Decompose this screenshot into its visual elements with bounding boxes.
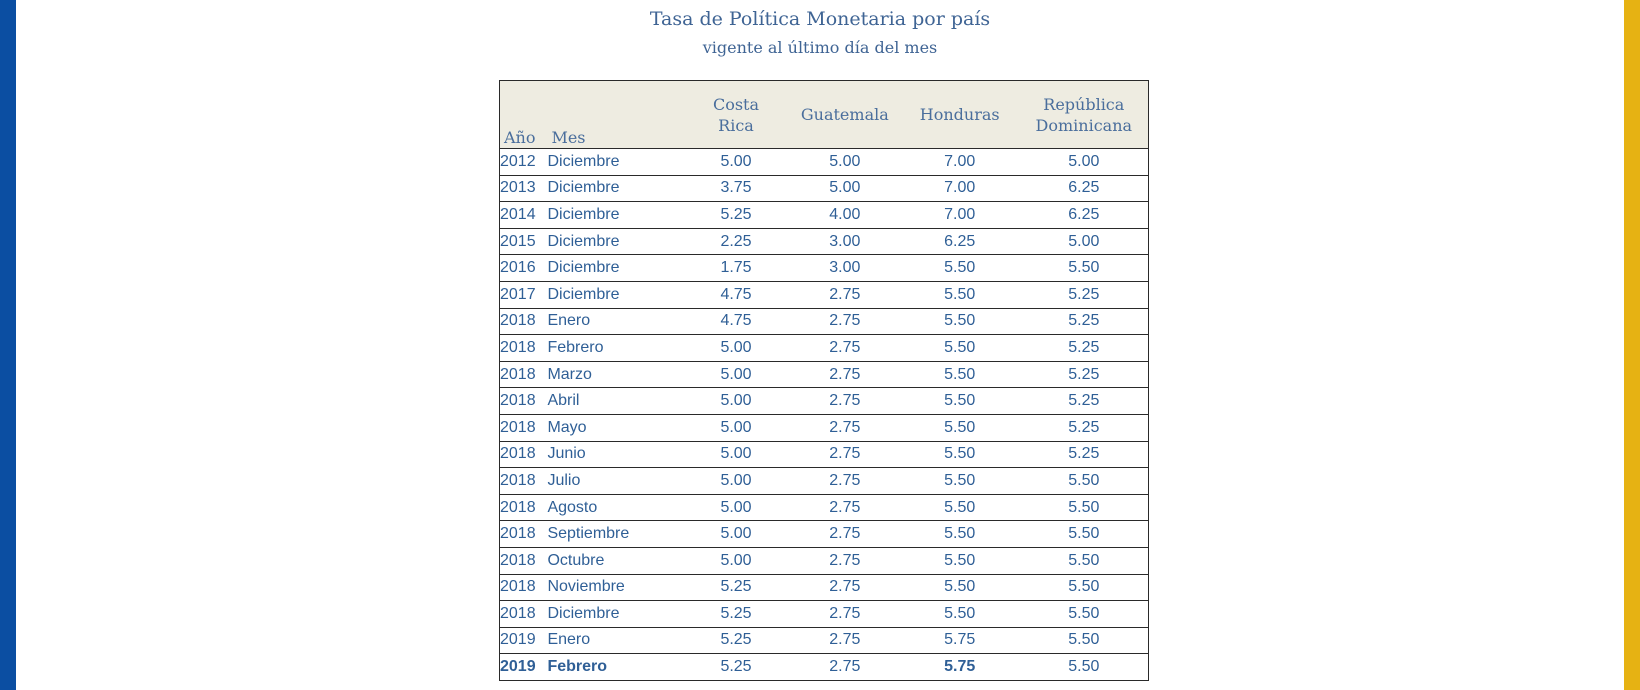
cell-honduras: 5.50 [944, 525, 976, 543]
cell-honduras: 7.00 [944, 179, 976, 197]
cell-republica-dominicana: 6.25 [1068, 205, 1100, 223]
cell-guatemala: 2.75 [829, 365, 861, 383]
cell-republica-dominicana: 5.25 [1068, 285, 1100, 303]
cell-month: Diciembre [547, 285, 620, 303]
cell-guatemala: 2.75 [829, 471, 861, 489]
cell-year: 2018 [500, 525, 536, 543]
cell-guatemala: 4.00 [829, 205, 861, 223]
cell-year: 2018 [500, 578, 536, 596]
table-row [500, 228, 1149, 255]
cell-honduras: 5.50 [944, 418, 976, 436]
cell-guatemala: 2.75 [829, 658, 861, 676]
table-row [500, 441, 1149, 468]
cell-guatemala: 2.75 [829, 604, 861, 622]
cell-month: Julio [547, 471, 581, 489]
cell-year: 2013 [500, 179, 536, 197]
cell-honduras: 5.50 [944, 285, 976, 303]
cell-year: 2018 [500, 604, 536, 622]
cell-month: Marzo [547, 365, 592, 383]
cell-month: Junio [547, 445, 586, 463]
cell-guatemala: 2.75 [829, 285, 861, 303]
cell-year: 2019 [500, 658, 536, 676]
cell-month: Diciembre [547, 604, 620, 622]
cell-year: 2015 [500, 232, 536, 250]
cell-costa-rica: 4.75 [720, 312, 752, 330]
cell-guatemala: 2.75 [829, 445, 861, 463]
cell-costa-rica: 5.25 [720, 658, 752, 676]
header-costa-rica-line2: Rica [718, 115, 754, 135]
cell-costa-rica: 5.00 [720, 338, 752, 356]
header-republica-dominicana [1020, 81, 1149, 149]
cell-honduras: 5.50 [944, 578, 976, 596]
cell-honduras: 5.50 [944, 338, 976, 356]
cell-republica-dominicana: 5.50 [1068, 658, 1100, 676]
header-year: Año [504, 128, 536, 147]
cell-year: 2018 [500, 392, 536, 410]
cell-guatemala: 2.75 [829, 392, 861, 410]
cell-costa-rica: 5.00 [720, 392, 752, 410]
cell-guatemala: 2.75 [829, 312, 861, 330]
cell-year: 2018 [500, 365, 536, 383]
table-row [500, 281, 1149, 308]
cell-guatemala: 2.75 [829, 418, 861, 436]
cell-republica-dominicana: 5.50 [1068, 471, 1100, 489]
cell-honduras: 6.25 [944, 232, 976, 250]
cell-honduras: 5.50 [944, 498, 976, 516]
cell-honduras: 5.75 [944, 658, 976, 676]
cell-year: 2018 [500, 445, 536, 463]
header-rep-dom-line2: Dominicana [1035, 115, 1133, 135]
rates-table [499, 80, 1149, 681]
cell-republica-dominicana: 6.25 [1068, 179, 1100, 197]
table-row [500, 627, 1149, 654]
cell-guatemala: 5.00 [829, 179, 861, 197]
cell-year: 2017 [500, 285, 536, 303]
table-row [500, 149, 1149, 176]
cell-year: 2018 [500, 338, 536, 356]
cell-guatemala: 2.75 [829, 578, 861, 596]
cell-costa-rica: 2.25 [720, 232, 752, 250]
page-subtitle: vigente al último día del mes [702, 38, 938, 57]
header-honduras: Honduras [919, 105, 1000, 124]
cell-guatemala: 2.75 [829, 498, 861, 516]
table-row [500, 308, 1149, 335]
table-row [500, 521, 1149, 548]
cell-costa-rica: 5.00 [720, 152, 752, 170]
cell-costa-rica: 1.75 [720, 259, 752, 277]
cell-guatemala: 2.75 [829, 631, 861, 649]
cell-year: 2018 [500, 312, 536, 330]
cell-republica-dominicana: 5.25 [1068, 418, 1100, 436]
table-row [500, 654, 1149, 681]
table-row [500, 494, 1149, 521]
cell-guatemala: 3.00 [829, 232, 861, 250]
cell-republica-dominicana: 5.50 [1068, 631, 1100, 649]
cell-month: Febrero [547, 658, 608, 676]
cell-month: Diciembre [547, 179, 620, 197]
cell-republica-dominicana: 5.00 [1068, 152, 1100, 170]
cell-year: 2018 [500, 418, 536, 436]
header-rep-dom-line1: República [1043, 94, 1125, 114]
cell-costa-rica: 5.25 [720, 578, 752, 596]
cell-year: 2018 [500, 551, 536, 569]
table-row [500, 414, 1149, 441]
left-accent-bar [0, 0, 16, 690]
cell-honduras: 5.50 [944, 471, 976, 489]
table-row [500, 547, 1149, 574]
cell-month: Diciembre [547, 259, 620, 277]
cell-costa-rica: 3.75 [720, 179, 752, 197]
cell-costa-rica: 4.75 [720, 285, 752, 303]
cell-guatemala: 5.00 [829, 152, 861, 170]
cell-costa-rica: 5.00 [720, 445, 752, 463]
table-row [500, 388, 1149, 415]
cell-month: Diciembre [547, 152, 620, 170]
cell-costa-rica: 5.00 [720, 418, 752, 436]
cell-honduras: 5.50 [944, 392, 976, 410]
cell-guatemala: 2.75 [829, 338, 861, 356]
header-guatemala: Guatemala [800, 105, 889, 124]
cell-republica-dominicana: 5.25 [1068, 365, 1100, 383]
cell-republica-dominicana: 5.50 [1068, 578, 1100, 596]
table-row [500, 175, 1149, 202]
cell-honduras: 7.00 [944, 205, 976, 223]
cell-honduras: 5.50 [944, 551, 976, 569]
cell-republica-dominicana: 5.50 [1068, 498, 1100, 516]
cell-year: 2012 [500, 152, 536, 170]
cell-month: Noviembre [547, 578, 625, 596]
cell-guatemala: 3.00 [829, 259, 861, 277]
cell-year: 2016 [500, 259, 536, 277]
cell-republica-dominicana: 5.50 [1068, 551, 1100, 569]
cell-month: Mayo [547, 418, 587, 436]
table-row [500, 361, 1149, 388]
cell-guatemala: 2.75 [829, 525, 861, 543]
cell-republica-dominicana: 5.25 [1068, 312, 1100, 330]
table-row [500, 202, 1149, 229]
cell-costa-rica: 5.00 [720, 551, 752, 569]
cell-honduras: 5.50 [944, 312, 976, 330]
cell-year: 2018 [500, 498, 536, 516]
header-costa-rica-line1: Costa [712, 94, 760, 114]
cell-year: 2019 [500, 631, 536, 649]
cell-honduras: 5.50 [944, 604, 976, 622]
cell-honduras: 5.75 [944, 631, 976, 649]
table-header-row [500, 81, 1149, 149]
cell-republica-dominicana: 5.25 [1068, 392, 1100, 410]
cell-costa-rica: 5.00 [720, 498, 752, 516]
cell-honduras: 7.00 [944, 152, 976, 170]
cell-republica-dominicana: 5.25 [1068, 445, 1100, 463]
cell-month: Abril [547, 392, 580, 410]
cell-honduras: 5.50 [944, 365, 976, 383]
table-row [500, 601, 1149, 628]
cell-month: Diciembre [547, 232, 620, 250]
cell-costa-rica: 5.25 [720, 604, 752, 622]
cell-month: Diciembre [547, 205, 620, 223]
table-row [500, 468, 1149, 495]
cell-costa-rica: 5.00 [720, 471, 752, 489]
cell-costa-rica: 5.00 [720, 525, 752, 543]
cell-republica-dominicana: 5.50 [1068, 525, 1100, 543]
page-title: Tasa de Política Monetaria por país [649, 8, 991, 30]
cell-year: 2018 [500, 471, 536, 489]
cell-month: Agosto [547, 498, 598, 516]
header-costa-rica [682, 81, 790, 149]
table-row [500, 255, 1149, 282]
cell-month: Enero [547, 312, 591, 330]
cell-month: Febrero [547, 338, 604, 356]
cell-honduras: 5.50 [944, 445, 976, 463]
cell-month: Octubre [547, 551, 605, 569]
cell-month: Enero [547, 631, 591, 649]
cell-republica-dominicana: 5.25 [1068, 338, 1100, 356]
cell-guatemala: 2.75 [829, 551, 861, 569]
cell-republica-dominicana: 5.00 [1068, 232, 1100, 250]
cell-republica-dominicana: 5.50 [1068, 604, 1100, 622]
cell-costa-rica: 5.25 [720, 631, 752, 649]
cell-costa-rica: 5.00 [720, 365, 752, 383]
cell-costa-rica: 5.25 [720, 205, 752, 223]
header-month: Mes [551, 128, 586, 147]
cell-year: 2014 [500, 205, 536, 223]
right-accent-bar [1624, 0, 1640, 690]
table-row [500, 335, 1149, 362]
table-row [500, 574, 1149, 601]
cell-honduras: 5.50 [944, 259, 976, 277]
cell-month: Septiembre [547, 525, 630, 543]
cell-republica-dominicana: 5.50 [1068, 259, 1100, 277]
